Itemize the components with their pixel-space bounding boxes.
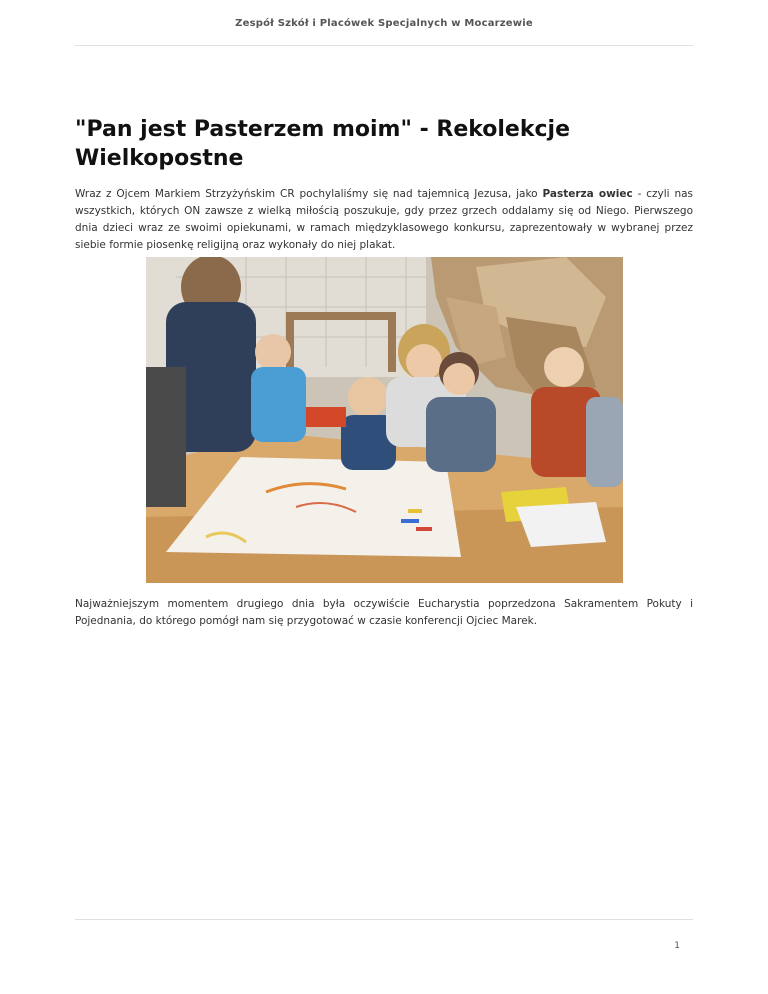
header-divider: [75, 45, 693, 46]
paragraph-1-text-start: Wraz z Ojcem Markiem Strzyżyńskim CR pochylaliśmy się nad tajemnicą Jezusa, jako: [75, 188, 543, 200]
paragraph-1-text-end: - czyli nas wszystkich, których ON zawsze z wielką miłością poszukuje, gdy przez grzech oddalamy się od Niego. Pierwszego dnia dzieci wraz ze swoimi opiekunami, w ramach międzyklasowego konkursu, zaprezentowały w wybranej przez siebie formie piosenkę religijną oraz wykonały do niej plakat.: [75, 188, 693, 251]
page-number: 1: [674, 941, 680, 951]
article-paragraph-1: [75, 186, 693, 254]
article-paragraph-2: Najważniejszym momentem drugiego dnia była oczywiście Eucharystia poprzedzona Sakramentem Pokuty i Pojednania, do którego pomógł nam się przygotować w czasie konferencji Ojciec Marek.: [75, 598, 693, 627]
footer-divider: [75, 919, 693, 920]
article-title: "Pan jest Pasterzem moim" - Rekolekcje Wielkopostne: [75, 117, 570, 171]
photo-children-drawing-poster: [146, 257, 623, 583]
site-header: Zespół Szkół i Placówek Specjalnych w Mocarzewie: [235, 18, 533, 29]
article-photo: [146, 257, 623, 583]
paragraph-1-bold-text: Pasterza owiec: [542, 188, 633, 200]
